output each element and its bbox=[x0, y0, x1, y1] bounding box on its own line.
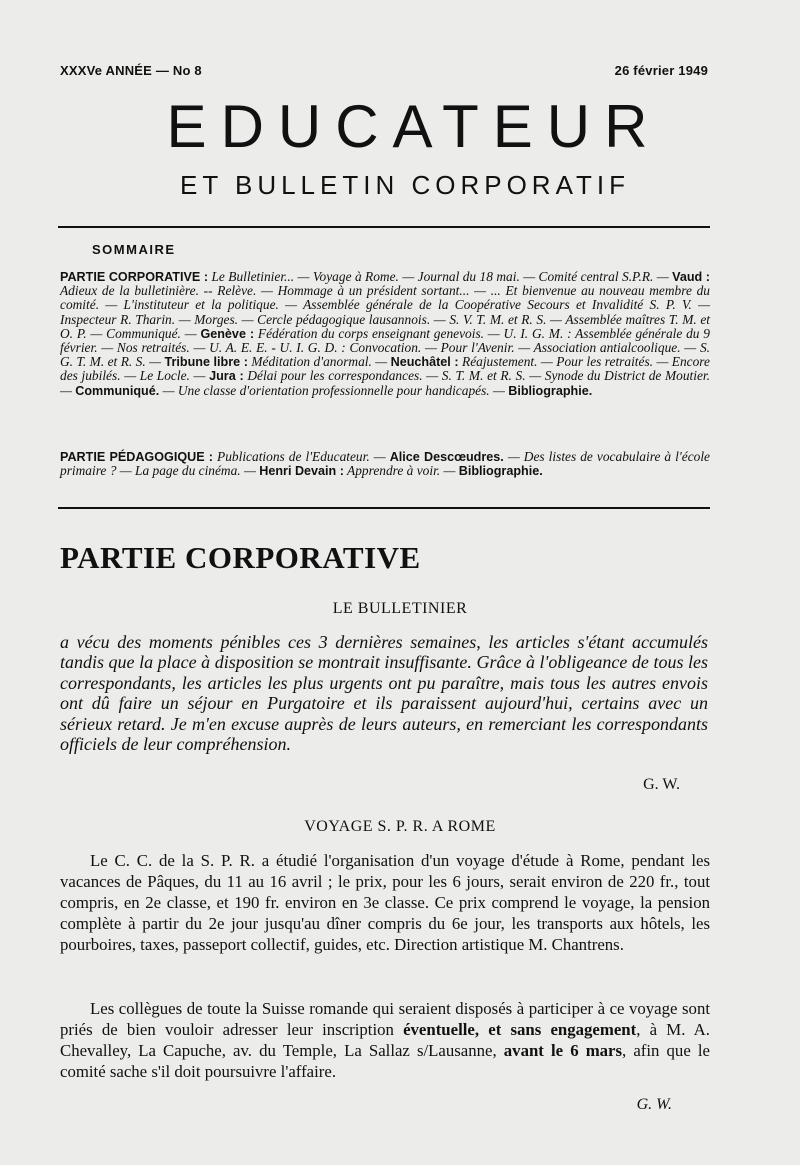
masthead-title: EDUCATEUR bbox=[166, 93, 662, 160]
article-title-bulletinier: LE BULLETINIER bbox=[332, 600, 468, 617]
toc-corporative-label: PARTIE CORPORATIVE : bbox=[60, 270, 209, 284]
top-divider bbox=[58, 226, 710, 228]
masthead-subtitle: ET BULLETIN CORPORATIF bbox=[180, 170, 630, 200]
sommaire-heading: SOMMAIRE bbox=[92, 242, 176, 257]
toc-pedagogique-label: PARTIE PÉDAGOGIQUE : bbox=[60, 450, 213, 464]
signature-voyage: G. W. bbox=[636, 1096, 672, 1113]
issue-number: XXXVe ANNÉE — No 8 bbox=[60, 63, 202, 78]
toc-pedagogique: PARTIE PÉDAGOGIQUE : Publications de l'Educateur. — Alice Descœudres. — Des listes de vocabulaire à l'école primaire ? — La page du cinéma. — Henri Devain : Apprendre à voir. — Bibliographie. bbox=[60, 449, 710, 479]
article-body-bulletinier: a vécu des moments pénibles ces 3 dernières semaines, les articles s'étant accumulés tandis que la place à disposition se montrait insuffisante. Grâce à l'obligeance de tous les correspondants, les articles les plus urgents ont pu paraître, mais tous les autres envois ont dû faire un séjour en Purgatoire et ils paraissent aujourd'hui, certains avec un sérieux retard. Je m'en excuse auprès de leurs auteurs, en remerciant les correspondants officiels de leur compréhension. bbox=[60, 632, 708, 755]
article-paragraph-voyage-1: Le C. C. de la S. P. R. a étudié l'organisation d'un voyage d'étude à Rome, pendant les vacances de Pâques, du 11 au 16 avril ; le prix, pour les 6 jours, serait environ de 220 fr., tout compris, en 2e classe, et 190 fr. environ en 3e classe. Ce prix comprend le voyage, la pension complète à partir du 2e jour jusqu'au dîner compris du 6e jour, les transports aux hôtels, les pourboires, taxes, passeport collectif, guides, etc. Direction artistique M. Chantrens. bbox=[60, 851, 710, 954]
toc-corporative: PARTIE CORPORATIVE : Le Bulletinier... — Voyage à Rome. — Journal du 18 mai. — Comité central S.P.R. — Vaud : Adieux de la bulletinière. -- Relève. — Hommage à un président sortant... — ... Et bienvenue au nouveau membre du comité. — L'instituteur et la politique. — Assemblée générale de la Coopérative Secours et Invalidité S. P. V. — Inspecteur R. Tharin. — Morges. — Cercle pédagogique lausannois. — S. V. T. M. et R. S. — Assemblée maîtres T. M. et O. P. — Communiqué. — Genève : Fédération du corps enseignant genevois. — U. I. G. M. : Assemblée générale du 9 février. — Nos retraités. — U. A. E. E. - U. I. G. D. : Convocation. — Pour l'Avenir. — Association antialcoolique. — S. G. T. M. et R. S. — Tribune libre : Méditation d'anormal. — Neuchâtel : Réajustement. — Pour les retraités. — Encore des jubilés. — Le Locle. — Jura : Délai pour les correspondances. — S. T. M. et R. S. — Synode du District de Moutier. — Communiqué. — Une classe d'orientation professionnelle pour handicapés. — Bibliographie. bbox=[60, 269, 711, 398]
issue-date: 26 février 1949 bbox=[614, 63, 708, 78]
signature-bulletinier: G. W. bbox=[643, 776, 680, 793]
article-paragraph-voyage-2: Les collègues de toute la Suisse romande qui seraient disposés à participer à ce voyage sont priés de bien vouloir adresser leur inscription éventuelle, et sans engagement, à M. A. Chevalley, La Capuche, av. du Temple, La Sallaz s/Lausanne, avant le 6 mars, afin que le comité sache s'il doit poursuivre l'affaire. bbox=[60, 999, 710, 1081]
section-title: PARTIE CORPORATIVE bbox=[60, 540, 421, 575]
bottom-divider bbox=[58, 507, 710, 509]
article-title-voyage: VOYAGE S. P. R. A ROME bbox=[304, 818, 496, 835]
